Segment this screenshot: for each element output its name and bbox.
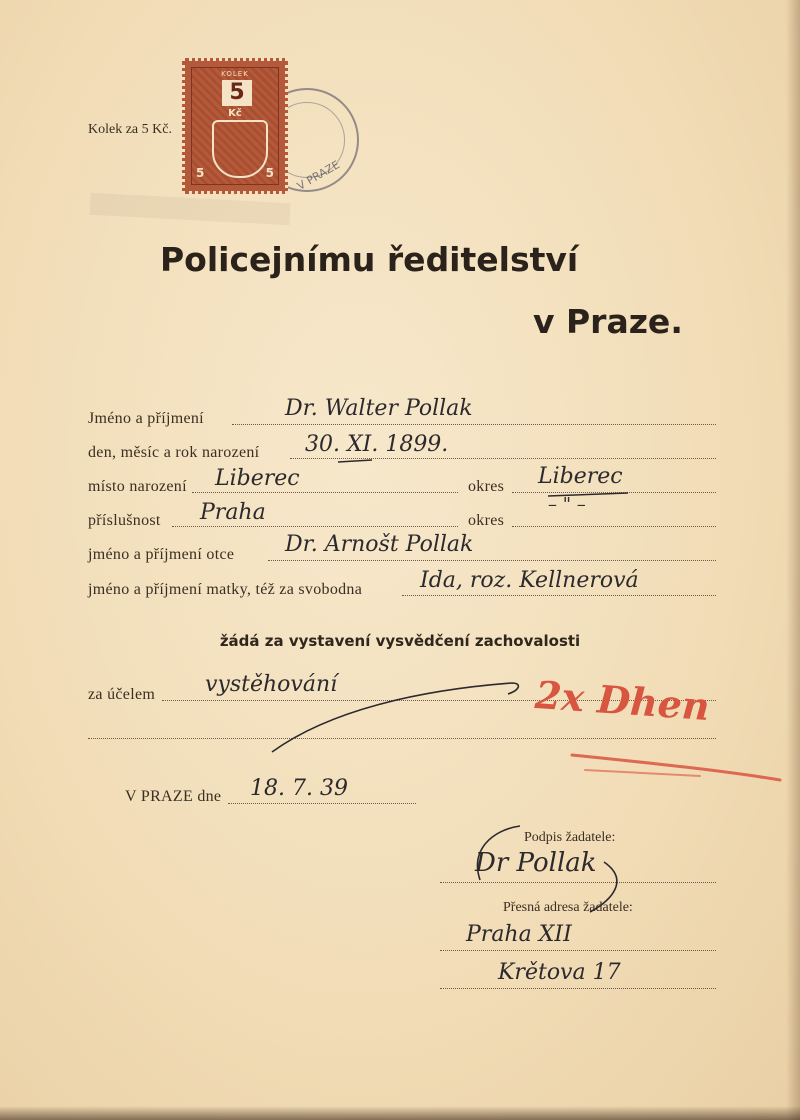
date-value: 18. 7. 39 [250, 776, 348, 801]
stamp-currency: Kč [228, 108, 242, 119]
signature-field-line [440, 882, 716, 883]
name-label: Jméno a příjmení [88, 410, 204, 427]
address-label: Přesná adresa žadatele: [503, 900, 633, 915]
stamp-caption: Kolek za 5 Kč. [88, 122, 172, 137]
date-field-line [228, 803, 416, 804]
citizenship-label: příslušnost [88, 512, 161, 529]
purpose-value: vystěhování [205, 672, 338, 697]
birthdate-value: 30. XI. 1899. [305, 432, 449, 457]
district-value-2: – " – [548, 494, 586, 515]
date-label: V PRAZE dne [125, 788, 222, 805]
name-value: Dr. Walter Pollak [285, 396, 473, 421]
purpose-label: za účelem [88, 686, 156, 703]
citizenship-value: Praha [200, 500, 266, 525]
signature-label: Podpis žadatele: [524, 830, 616, 845]
paper-edge-shadow [786, 0, 800, 1120]
purpose-field-line-2 [88, 738, 716, 739]
father-value: Dr. Arnošt Pollak [285, 532, 474, 557]
address-line-1: Praha XII [466, 922, 572, 947]
father-label: jméno a příjmení otce [88, 546, 235, 563]
birthplace-field-line [192, 492, 458, 493]
address-field-line-1 [440, 950, 716, 951]
address-field-line-2 [440, 988, 716, 989]
signature-value: Dr Pollak [475, 848, 597, 878]
revenue-stamp [182, 58, 288, 194]
district-value-1: Liberec [538, 464, 623, 489]
stamp-value: 5 [222, 80, 252, 106]
citizenship-field-line [172, 526, 458, 527]
district-field-line-2 [512, 526, 716, 527]
district-label-1: okres [468, 478, 505, 495]
mother-field-line [402, 595, 716, 596]
request-statement: žádá za vystavení vysvědčení zachovalosti [219, 632, 581, 650]
birthplace-value: Liberec [215, 466, 300, 491]
birthdate-label: den, měsíc a rok narození [88, 444, 260, 461]
mother-label: jméno a příjmení matky, též za svobodna [88, 581, 363, 598]
stamp-corner-value-right: 5 [265, 166, 274, 180]
red-crayon-note: 2x Dhen [533, 671, 712, 730]
address-line-2: Krětova 17 [498, 960, 621, 985]
stamp-corner-value-left: 5 [196, 166, 205, 180]
birthdate-field-line [290, 458, 716, 459]
heading-line-1: Policejnímu ředitelství [160, 240, 579, 279]
district-label-2: okres [468, 512, 505, 529]
name-field-line [232, 424, 716, 425]
coat-of-arms-icon [212, 120, 268, 178]
father-field-line [268, 560, 716, 561]
paper-bottom-edge [0, 1106, 800, 1120]
district-field-line-1 [512, 492, 716, 493]
birthplace-label: místo narození [88, 478, 187, 495]
stamp-top-text: KOLEK [221, 70, 249, 78]
postmark-text: V PRAZE [294, 158, 342, 193]
heading-line-2: v Praze. [533, 302, 683, 341]
mother-value: Ida, roz. Kellnerová [420, 568, 639, 593]
